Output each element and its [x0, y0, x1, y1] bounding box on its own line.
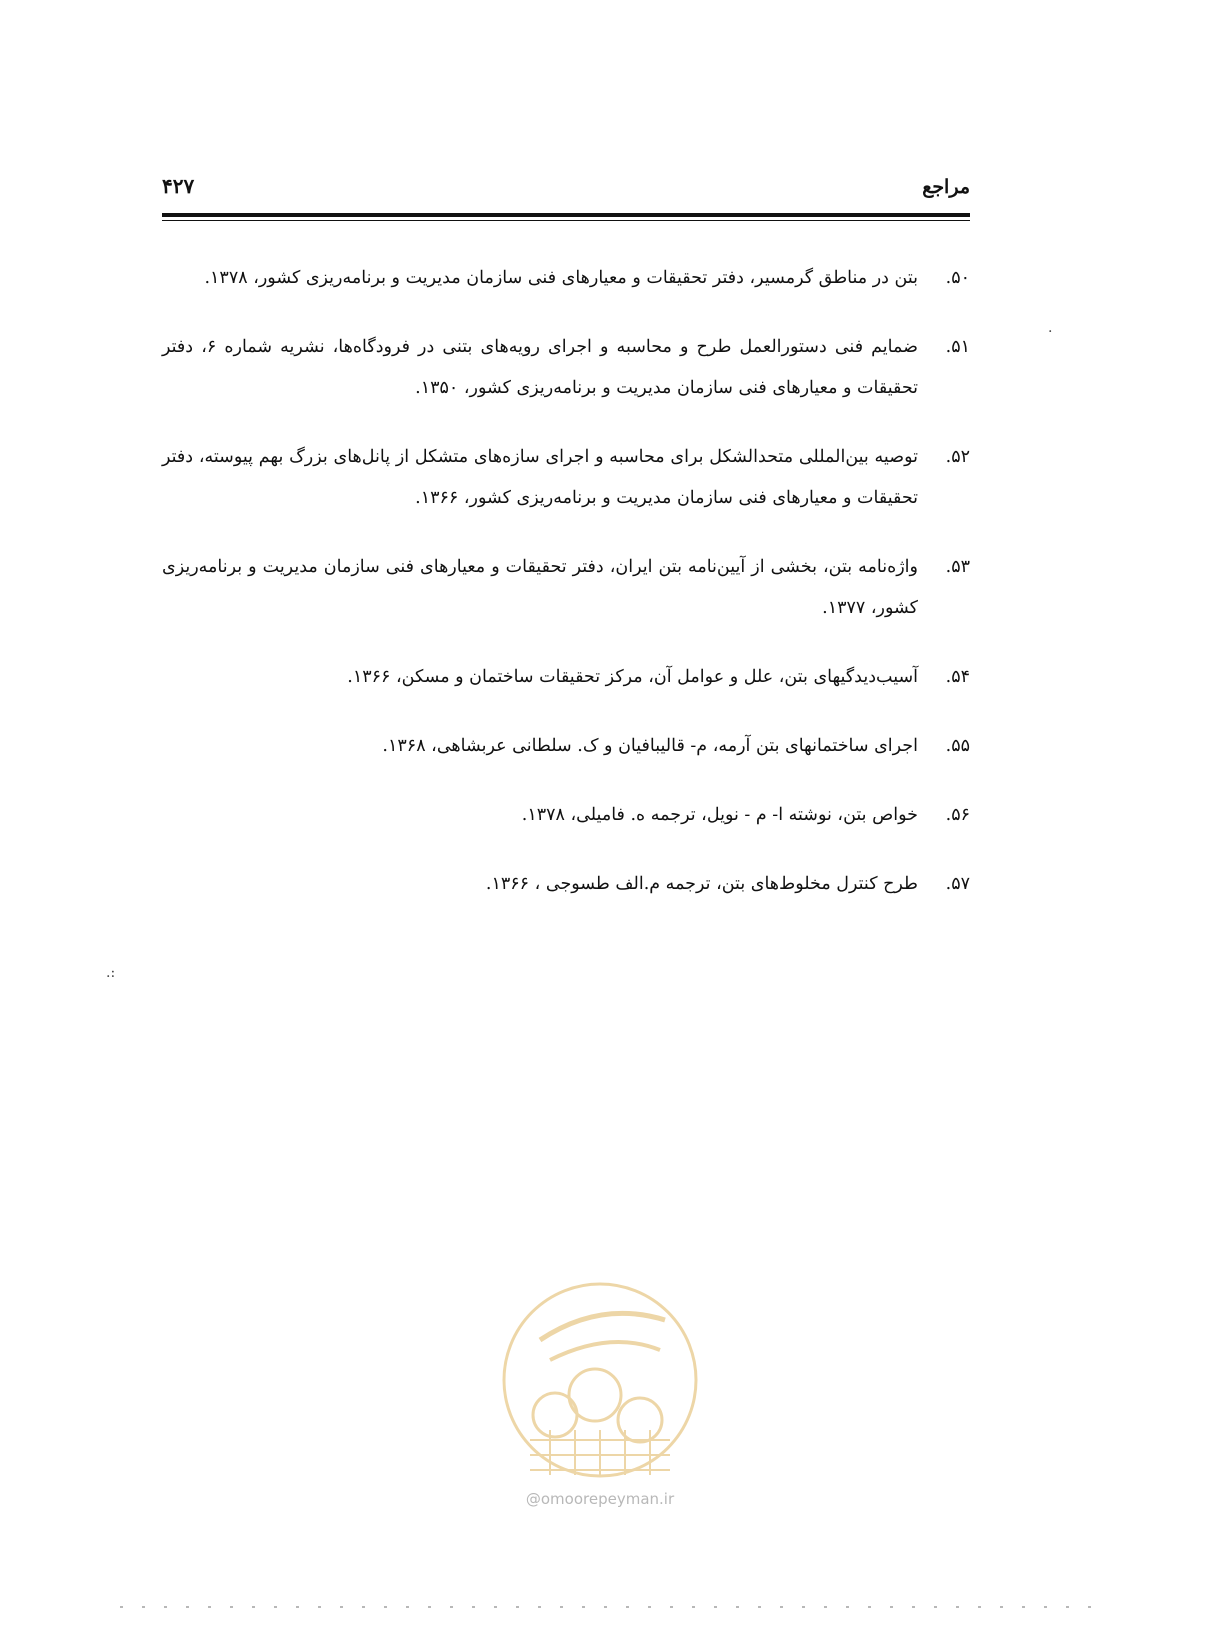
reference-item-54	[162, 657, 970, 698]
reference-item-53	[162, 547, 970, 629]
watermark-site: @omoorepeyman.ir	[525, 1490, 675, 1508]
reference-text: واژه‌نامه بتن، بخشی از آیین‌نامه بتن ایران، دفتر تحقیقات و معیارهای فنی سازمان مدیریت و برنامه‌ریزی کشور، ۱۳۷۷.	[162, 557, 918, 618]
reference-item-50	[162, 258, 970, 299]
reference-text: خواص بتن، نوشته ا- م - نویل، ترجمه ه. فامیلی، ۱۳۷۸.	[521, 805, 918, 825]
reference-item-56	[162, 795, 970, 836]
scan-speck: .	[1048, 320, 1053, 336]
reference-list	[162, 258, 970, 905]
reference-text: ضمایم فنی دستورالعمل طرح و محاسبه و اجرای رویه‌های بتنی در فرودگاه‌ها، نشریه شماره ۶، دفتر تحقیقات و معیارهای فنی سازمان مدیریت و برنامه‌ریزی کشور، ۱۳۵۰.	[162, 337, 918, 398]
reference-number: ۵۳.	[945, 557, 970, 577]
reference-text: بتن در مناطق گرمسیر، دفتر تحقیقات و معیارهای فنی سازمان مدیریت و برنامه‌ریزی کشور، ۱۳۷۸.	[204, 268, 918, 288]
reference-item-51	[162, 327, 970, 409]
scan-dot-line	[120, 1606, 1110, 1608]
reference-item-57	[162, 864, 970, 905]
reference-text: آسیب‌دیدگیهای بتن، علل و عوامل آن، مرکز تحقیقات ساختمان و مسکن، ۱۳۶۶.	[347, 667, 918, 687]
reference-number: ۵۲.	[945, 447, 970, 467]
reference-number: ۵۶.	[945, 805, 970, 825]
page-header	[162, 170, 970, 210]
header-rule-thin	[162, 220, 970, 221]
reference-text: اجرای ساختمانهای بتن آرمه، م- قالیبافیان و ک. سلطانی عربشاهی، ۱۳۶۸.	[382, 736, 918, 756]
reference-number: ۵۷.	[945, 874, 970, 894]
reference-text: توصیه بین‌المللی متحدالشکل برای محاسبه و اجرای سازه‌های متشکل از پانل‌های بزرگ بهم پیوسته، دفتر تحقیقات و معیارهای فنی سازمان مدیریت و برنامه‌ریزی کشور، ۱۳۶۶.	[162, 447, 918, 508]
reference-number: ۵۱.	[945, 337, 970, 357]
reference-number: ۵۴.	[945, 667, 970, 687]
page-number: ۴۲۷	[162, 174, 195, 198]
watermark-logo	[500, 1280, 700, 1480]
reference-item-55	[162, 726, 970, 767]
reference-text: طرح کنترل مخلوط‌های بتن، ترجمه م.الف طسوجی ، ۱۳۶۶.	[485, 874, 918, 894]
header-rule-thick	[162, 213, 970, 217]
reference-number: ۵۵.	[945, 736, 970, 756]
scan-speck: .:	[106, 965, 116, 981]
section-title: مراجع	[922, 176, 970, 198]
reference-number: ۵۰.	[945, 268, 970, 288]
reference-item-52	[162, 437, 970, 519]
